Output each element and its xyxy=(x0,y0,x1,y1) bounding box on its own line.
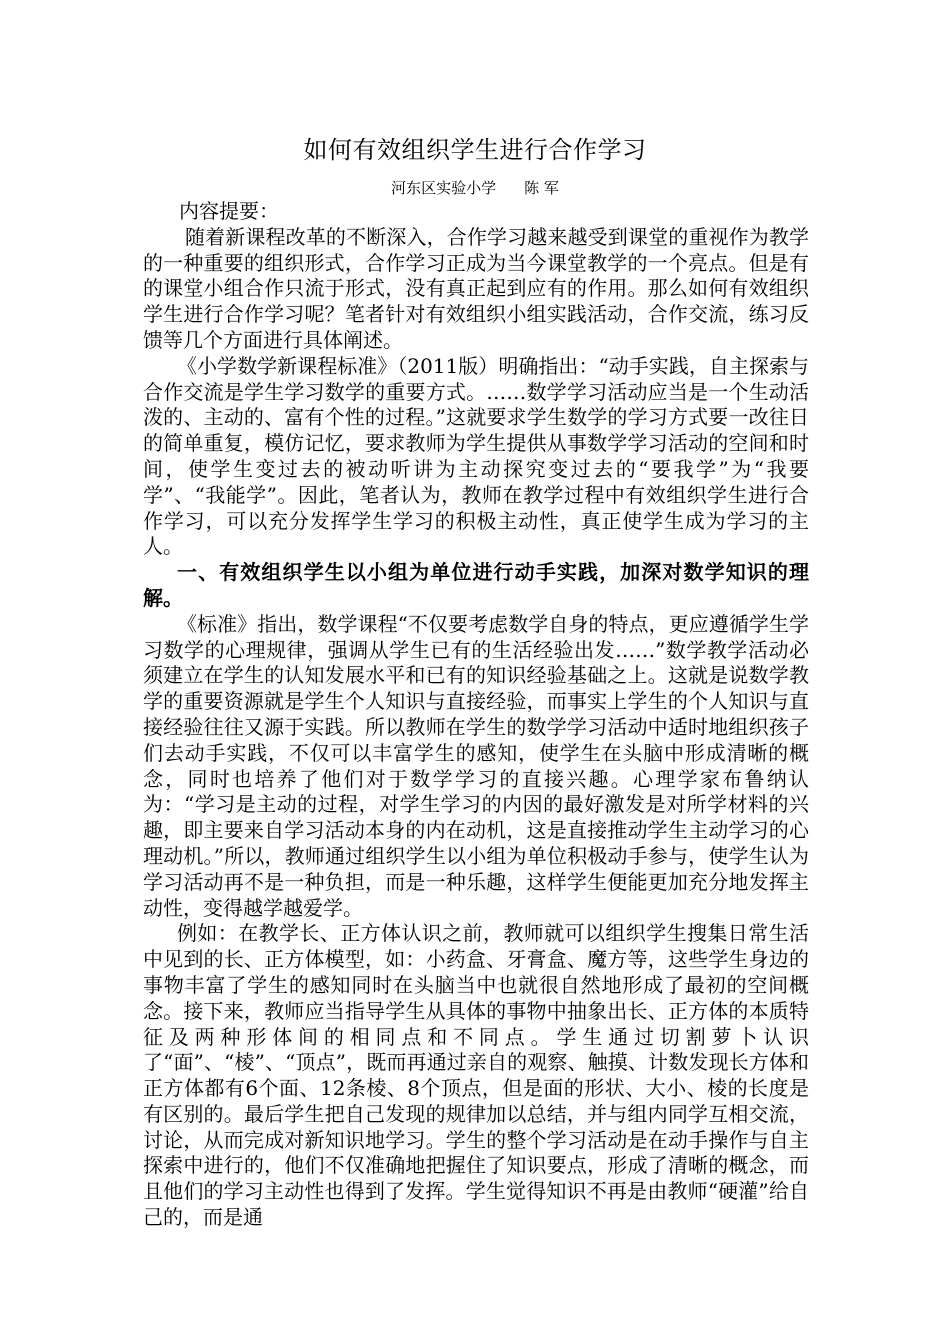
author-line xyxy=(0,177,950,199)
example-paragraph: 例如：在教学长、正方体认识之前，教师就可以组织学生搜集日常生活中见到的长、正方体模型，如：小药盒、牙膏盒、魔方等，这些学生身边的事物丰富了学生的感知同时在头脑当中也就很自然地形成了最初的空间概念。接下来，教师应当指导学生从具体的事物中抽象出长、正方体的本质特征及两种形体间的相同点和不同点。学生通过切割萝卜认识了“面”、“棱”、“顶点”，既而再通过亲自的观察、触摸、计数发现长方体和正方体都有6个面、12条棱、8个顶点，但是面的形状、大小、棱的长度是有区别的。最后学生把自己发现的规律加以总结，并与组内同学互相交流，讨论，从而完成对新知识地学习。学生的整个学习活动是在动手操作与自主探索中进行的，他们不仅准确地把握住了知识要点，形成了清晰的概念，而且他们的学习主动性也得到了发挥。学生觉得知识不再是由教师“硬灌”给自己的，而是通 xyxy=(143,921,809,1230)
author-name: 陈 军 xyxy=(524,179,559,197)
document-body xyxy=(143,199,809,1231)
summary-paragraph: 随着新课程改革的不断深入，合作学习越来越受到课堂的重视作为教学的一种重要的组织形式，合作学习正成为当今课堂教学的一个亮点。但是有的课堂小组合作只流于形式，没有真正起到应有的作用。那么如何有效组织学生进行合作学习呢？笔者针对有效组织小组实践活动，合作交流，练习反馈等几个方面进行具体阐述。 xyxy=(143,224,809,352)
summary-label: 内容提要： xyxy=(179,199,279,223)
intro-paragraph: 《小学数学新课程标准》（2011版）明确指出：“动手实践，自主探索与合作交流是学生学习数学的重要方式。……数学学习活动应当是一个生动活泼的、主动的、富有个性的过程。”这就要求学生数学的学习方式要一改往日的简单重复，模仿记忆，要求教师为学生提供从事数学学习活动的空间和时间，使学生变过去的被动听讲为主动探究变过去的“要我学”为“我要学”、“我能学”。因此，笔者认为，教师在教学过程中有效组织学生进行合作学习，可以充分发挥学生学习的积极主动性，真正使学生成为学习的主人。 xyxy=(143,353,809,559)
section-heading: 一、有效组织学生以小组为单位进行动手实践，加深对数学知识的理解。 xyxy=(143,560,809,610)
document-title: 如何有效组织学生进行合作学习 xyxy=(303,136,647,164)
section-paragraph: 《标准》指出，数学课程“不仅要考虑数学自身的特点，更应遵循学生学习数学的心理规律，强调从学生已有的生活经验出发……”数学教学活动必须建立在学生的认知发展水平和已有的知识经验基础之上。这就是说数学教学的重要资源就是学生个人知识与直接经验，而事实上学生的个人知识与直接经验往往又源于实践。所以教师在学生的数学学习活动中适时地组织孩子们去动手实践，不仅可以丰富学生的感知，使学生在头脑中形成清晰的概念，同时也培养了他们对于数学学习的直接兴趣。心理学家布鲁纳认为：“学习是主动的过程，对学生学习的内因的最好激发是对所学材料的兴趣，即主要来自学习活动本身的内在动机，这是直接推动学生主动学习的心理动机。”所以，教师通过组织学生以小组为单位积极动手参与，使学生认为学习活动再不是一种负担，而是一种乐趣，这样学生便能更加充分地发挥主动性，变得越学越爱学。 xyxy=(143,611,809,920)
author-school: 河东区实验小学 xyxy=(391,179,497,197)
